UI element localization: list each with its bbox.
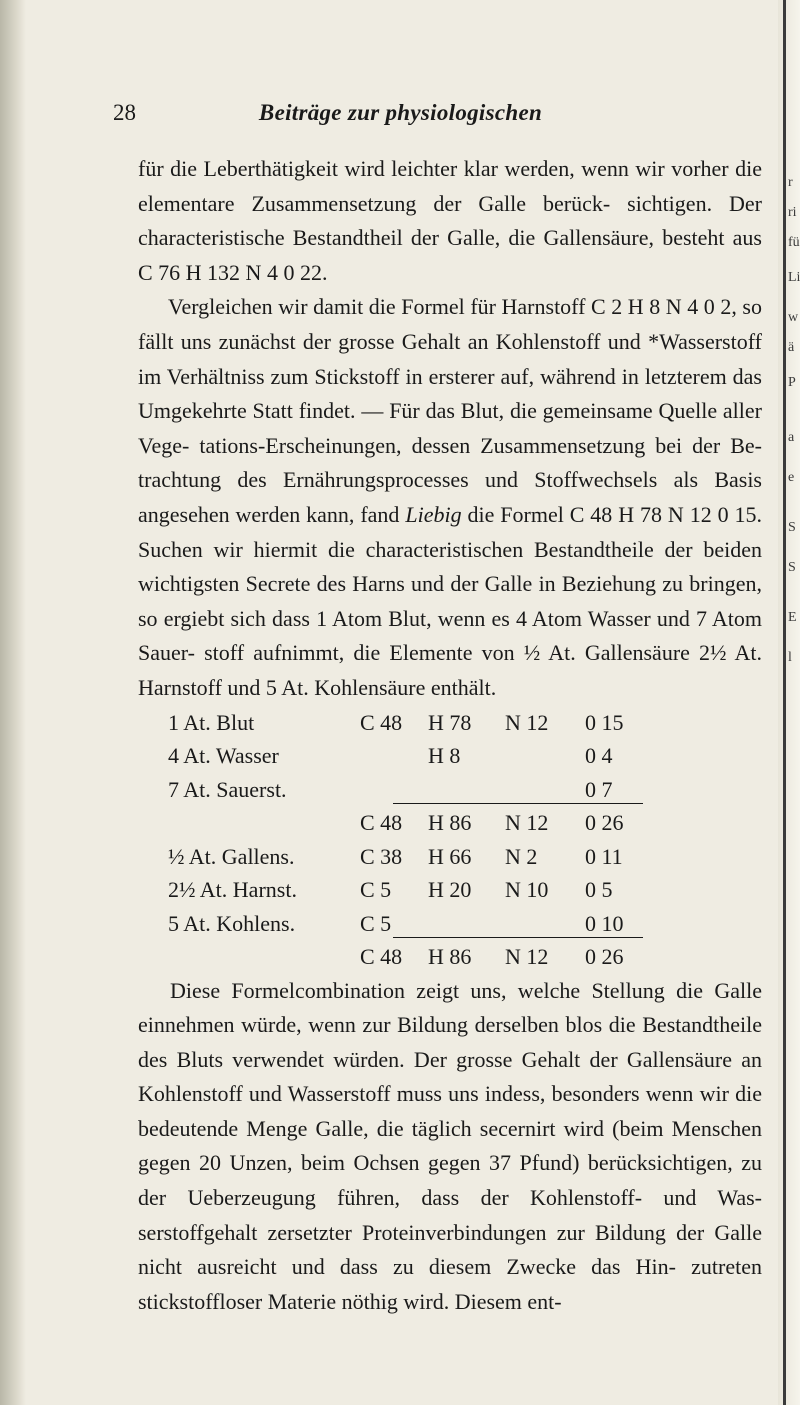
running-title: Beiträge zur physiologischen [258,100,543,125]
formula-o: 0 7 [585,776,613,802]
formula-o: 0 10 [585,910,624,936]
formula-n: N 10 [505,877,549,902]
formula-row [138,739,762,773]
formula-row [138,773,762,807]
edge-fragment: S [788,560,796,575]
formula-c: C 38 [360,843,403,869]
edge-fragment: l [788,650,792,665]
formula-o: 0 5 [585,877,613,902]
paragraph-2-part-2: die Formel C 48 H 78 N 12 0 15. Suchen wir hiermit die characteristischen Bestandtheile der beiden wichtigsten Secrete des Harns und der Galle in Beziehung zu bringen, so ergiebt sich dass 1 Atom Blut, wenn es 4 Atom Wasser und 7 Atom Sauer- stoff aufnimmt, die Elemente von ½ At. Gallensäure 2½ At. Harnstoff und 5 At. Kohlensäure enthält. [138,501,762,700]
formula-o: 0 11 [585,843,623,869]
edge-fragment: E [788,610,797,625]
formula-c: C 48 [360,709,403,735]
formula-o: 0 15 [585,709,624,735]
sum-rule [393,937,643,938]
body-text [138,152,762,1319]
formula-o: 0 26 [585,944,624,969]
paragraph-2 [138,290,762,705]
formula-row [138,806,762,840]
paragraph-2-part-1: Vergleichen wir damit die Formel für Harnstoff C 2 H 8 N 4 0 2, so fällt uns zunächst der grosse Gehalt an Kohlenstoff und *Wasserstoff im Verhältniss zum Stickstoff in ersterer auf, während in letzterem das Umgekehrte Statt findet. — Für das Blut, die gemeinsame Quelle aller Vege- tations-Erscheinungen, dessen Zusammensetzung bei der Be- trachtung des Ernährungsprocesses und Stoffwechsels als Basis angesehen werden kann, fand [138,294,762,527]
formula-h: H 86 [428,944,472,969]
formula-c: C 48 [360,944,403,969]
formula-h: H 86 [428,810,472,835]
formula-n: N 2 [505,843,538,869]
edge-fragment: ri [788,205,797,220]
formula-label: ½ At. Gallens. [168,843,295,869]
formula-n: N 12 [505,944,549,969]
formula-row [138,940,762,974]
author-name: Liebig [405,501,462,527]
edge-fragment: P [788,375,796,390]
formula-table [138,706,762,974]
paragraph-1: für die Leberthätigkeit wird leichter klar werden, wenn wir vorher die elementare Zusammensetzung der Galle berück- sichtigen. Der characteristische Bestandtheil der Galle, die Gallensäure, besteht aus C 76 H 132 N 4 0 22. [138,156,762,285]
edge-fragment: fü [788,235,800,250]
formula-c: C 5 [360,877,392,902]
formula-label: 5 At. Kohlens. [168,910,296,936]
book-gutter-shadow [0,0,26,1405]
page-header [28,100,773,134]
formula-h: H 8 [428,743,461,768]
formula-label: 4 At. Wasser [168,743,279,768]
formula-label: 1 At. Blut [168,709,255,735]
edge-fragment: r [788,175,793,190]
formula-label: 7 At. Sauerst. [168,776,287,802]
formula-row [138,907,762,941]
formula-row [138,706,762,740]
book-page [28,0,773,1405]
edge-fragment: S [788,520,796,535]
formula-row [138,873,762,907]
page-number: 28 [113,100,136,125]
edge-fragment: ä [788,340,795,355]
formula-o: 0 4 [585,743,613,768]
formula-h: H 20 [428,877,472,902]
paragraph-3: Diese Formelcombination zeigt uns, welche Stellung die Galle einnehmen würde, wenn zur Bildung derselben blos die Bestandtheile des Bluts verwendet würden. Der grosse Gehalt der Gallensäure an Kohlenstoff und Wasserstoff muss uns indess, besonders wenn wir die bedeutende Menge Galle, die täglich secernirt wird (beim Menschen gegen 20 Unzen, beim Ochsen gegen 37 Pfund) berücksichtigen, zu der Ueberzeugung führen, dass der Kohlenstoff- und Was- serstoffgehalt zersetzter Proteinverbindungen zur Bildung der Galle nicht ausreicht und dass zu diesem Zwecke das Hin- zutreten stickstoffloser Materie nöthig wird. Diesem ent- [138,977,762,1314]
edge-fragment: w [788,310,799,325]
edge-fragment: Li [788,270,800,285]
formula-h: H 78 [428,709,472,735]
edge-fragment: a [788,430,795,445]
edge-fragment: e [788,470,795,485]
formula-c: C 5 [360,910,392,936]
formula-o: 0 26 [585,810,624,835]
sum-rule [393,803,643,804]
formula-row [138,840,762,874]
formula-c: C 48 [360,810,403,835]
formula-n: N 12 [505,709,549,735]
formula-h: H 66 [428,843,472,869]
page-edge-line [783,0,786,1405]
formula-label: 2½ At. Harnst. [168,877,297,902]
formula-n: N 12 [505,810,549,835]
